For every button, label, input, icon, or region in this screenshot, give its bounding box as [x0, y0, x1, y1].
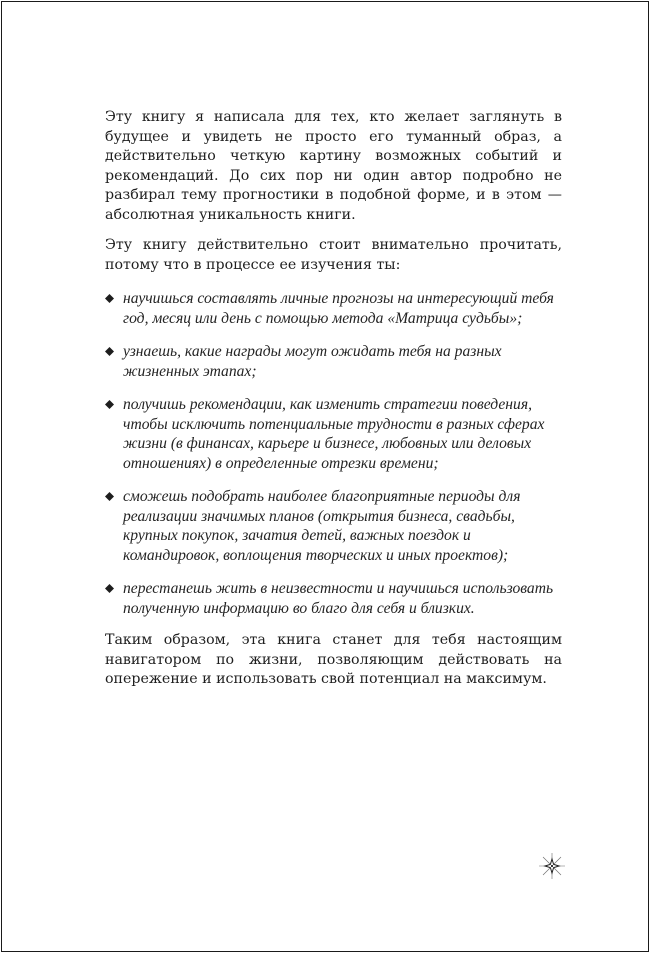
diamond-bullet-icon — [105, 492, 114, 501]
list-item-text: получишь рекомендации, как изменить стратегии поведения, чтобы исключить потенциальные трудности в разных сферах жизни (в финансах, карьере и бизнесе, любовных или деловых отношениях) в определенные отрезки времени; — [123, 396, 545, 472]
diamond-bullet-icon — [105, 294, 114, 303]
list-item — [105, 487, 562, 565]
star-ornament-icon — [538, 852, 566, 880]
list-item — [105, 579, 562, 618]
list-item — [105, 289, 562, 328]
diamond-bullet-icon — [105, 347, 114, 356]
list-item — [105, 395, 562, 473]
list-item-text: сможешь подобрать наиболее благоприятные периоды для реализации значимых планов (открытия бизнеса, свадьбы, крупных покупок, зачатия детей, важных поездок и командировок, воплощения творческих и иных проектов); — [123, 488, 521, 564]
page-content — [105, 108, 562, 690]
list-item-text: узнаешь, какие награды могут ожидать тебя на разных жизненных этапах; — [123, 343, 502, 380]
list-item-text: перестанешь жить в неизвестности и научишься использовать полученную информацию во благо для себя и близких. — [123, 580, 554, 617]
closing-paragraph: Таким образом, эта книга станет для тебя настоящим навигатором по жизни, позволяющим действовать на опережение и использовать свой потенциал на максимум. — [105, 632, 562, 687]
list-item — [105, 342, 562, 381]
diamond-bullet-icon — [105, 584, 114, 593]
list-lead-paragraph: Эту книгу действительно стоит внимательно прочитать, потому что в процессе ее изучения ты: — [105, 237, 562, 273]
benefits-list — [105, 289, 562, 618]
diamond-bullet-icon — [105, 400, 114, 409]
list-item-text: научишься составлять личные прогнозы на интересующий тебя год, месяц или день с помощью метода «Матрица судьбы»; — [123, 290, 554, 327]
book-page — [1, 1, 649, 952]
intro-paragraph: Эту книгу я написала для тех, кто желает заглянуть в будущее и увидеть не просто его туманный образ, а действительно четкую картину возможных событий и рекомендаций. До сих пор ни один автор подробно не разбирал тему прогностики в подобной форме, и в этом — абсолютная уникальность книги. — [105, 109, 562, 223]
